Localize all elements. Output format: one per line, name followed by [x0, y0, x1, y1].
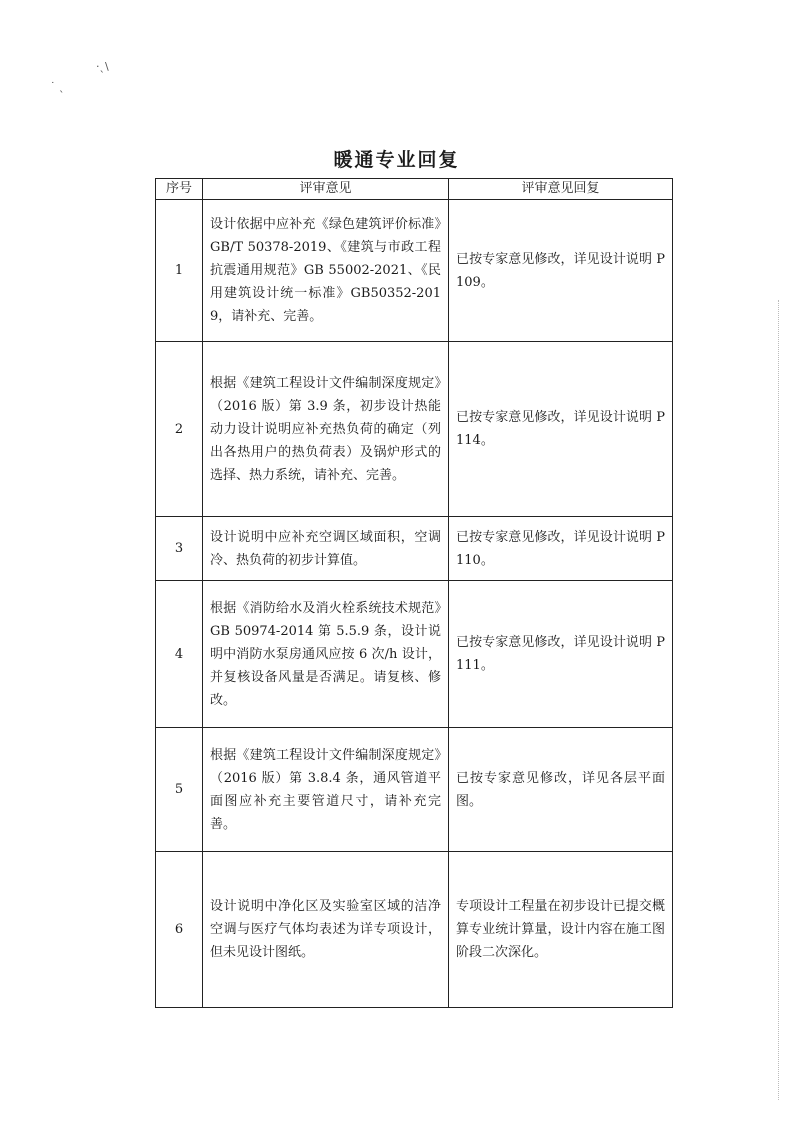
header-opinion: 评审意见: [203, 179, 449, 200]
review-opinion: 根据《建筑工程设计文件编制深度规定》（2016 版）第 3.8.4 条，通风管道平面图应补充主要管道尺寸，请补充完善。: [203, 728, 449, 852]
table-row: [156, 517, 673, 581]
review-table: [155, 178, 673, 1008]
table-row: [156, 581, 673, 728]
review-reply: 已按专家意见修改，详见设计说明 P109。: [449, 200, 673, 342]
review-reply: 已按专家意见修改，详见各层平面图。: [449, 728, 673, 852]
review-opinion: 设计说明中应补充空调区域面积，空调冷、热负荷的初步计算值。: [203, 517, 449, 581]
review-opinion: 根据《建筑工程设计文件编制深度规定》（2016 版）第 3.9 条，初步设计热能动力设计说明应补充热负荷的确定（列出各热用户的热负荷表）及锅炉形式的选择、热力系统，请补充、完善。: [203, 342, 449, 517]
row-number: 3: [156, 517, 203, 581]
review-opinion: 设计依据中应补充《绿色建筑评价标准》GB/T 50378-2019、《建筑与市政工程抗震通用规范》GB 55002-2021、《民用建筑设计统一标准》GB50352-2019，请补充、完善。: [203, 200, 449, 342]
review-opinion: 根据《消防给水及消火栓系统技术规范》GB 50974-2014 第 5.5.9 条，设计说明中消防水泵房通风应按 6 次/h 设计，并复核设备风量是否满足。请复核、修改。: [203, 581, 449, 728]
row-number: 6: [156, 852, 203, 1008]
table-row: [156, 200, 673, 342]
review-reply: 已按专家意见修改，详见设计说明 P110。: [449, 517, 673, 581]
header-no: 序号: [156, 179, 203, 200]
row-number: 2: [156, 342, 203, 517]
review-reply: 已按专家意见修改，详见设计说明 P114。: [449, 342, 673, 517]
review-reply: 专项设计工程量在初步设计已提交概算专业统计算量，设计内容在施工图阶段二次深化。: [449, 852, 673, 1008]
row-number: 1: [156, 200, 203, 342]
table-header-row: [156, 179, 673, 200]
header-reply: 评审意见回复: [449, 179, 673, 200]
scan-mark: ˙ ˎ: [50, 80, 65, 93]
review-opinion: 设计说明中净化区及实验室区域的洁净空调与医疗气体均表述为详专项设计，但未见设计图纸。: [203, 852, 449, 1008]
table-row: [156, 852, 673, 1008]
page-title: 暖通专业回复: [333, 149, 460, 171]
row-number: 4: [156, 581, 203, 728]
scan-edge-artifact: [778, 300, 780, 1100]
table-row: [156, 342, 673, 517]
scan-mark: ·ˎ\: [96, 60, 109, 73]
review-reply: 已按专家意见修改，详见设计说明 P111。: [449, 581, 673, 728]
row-number: 5: [156, 728, 203, 852]
table-row: [156, 728, 673, 852]
